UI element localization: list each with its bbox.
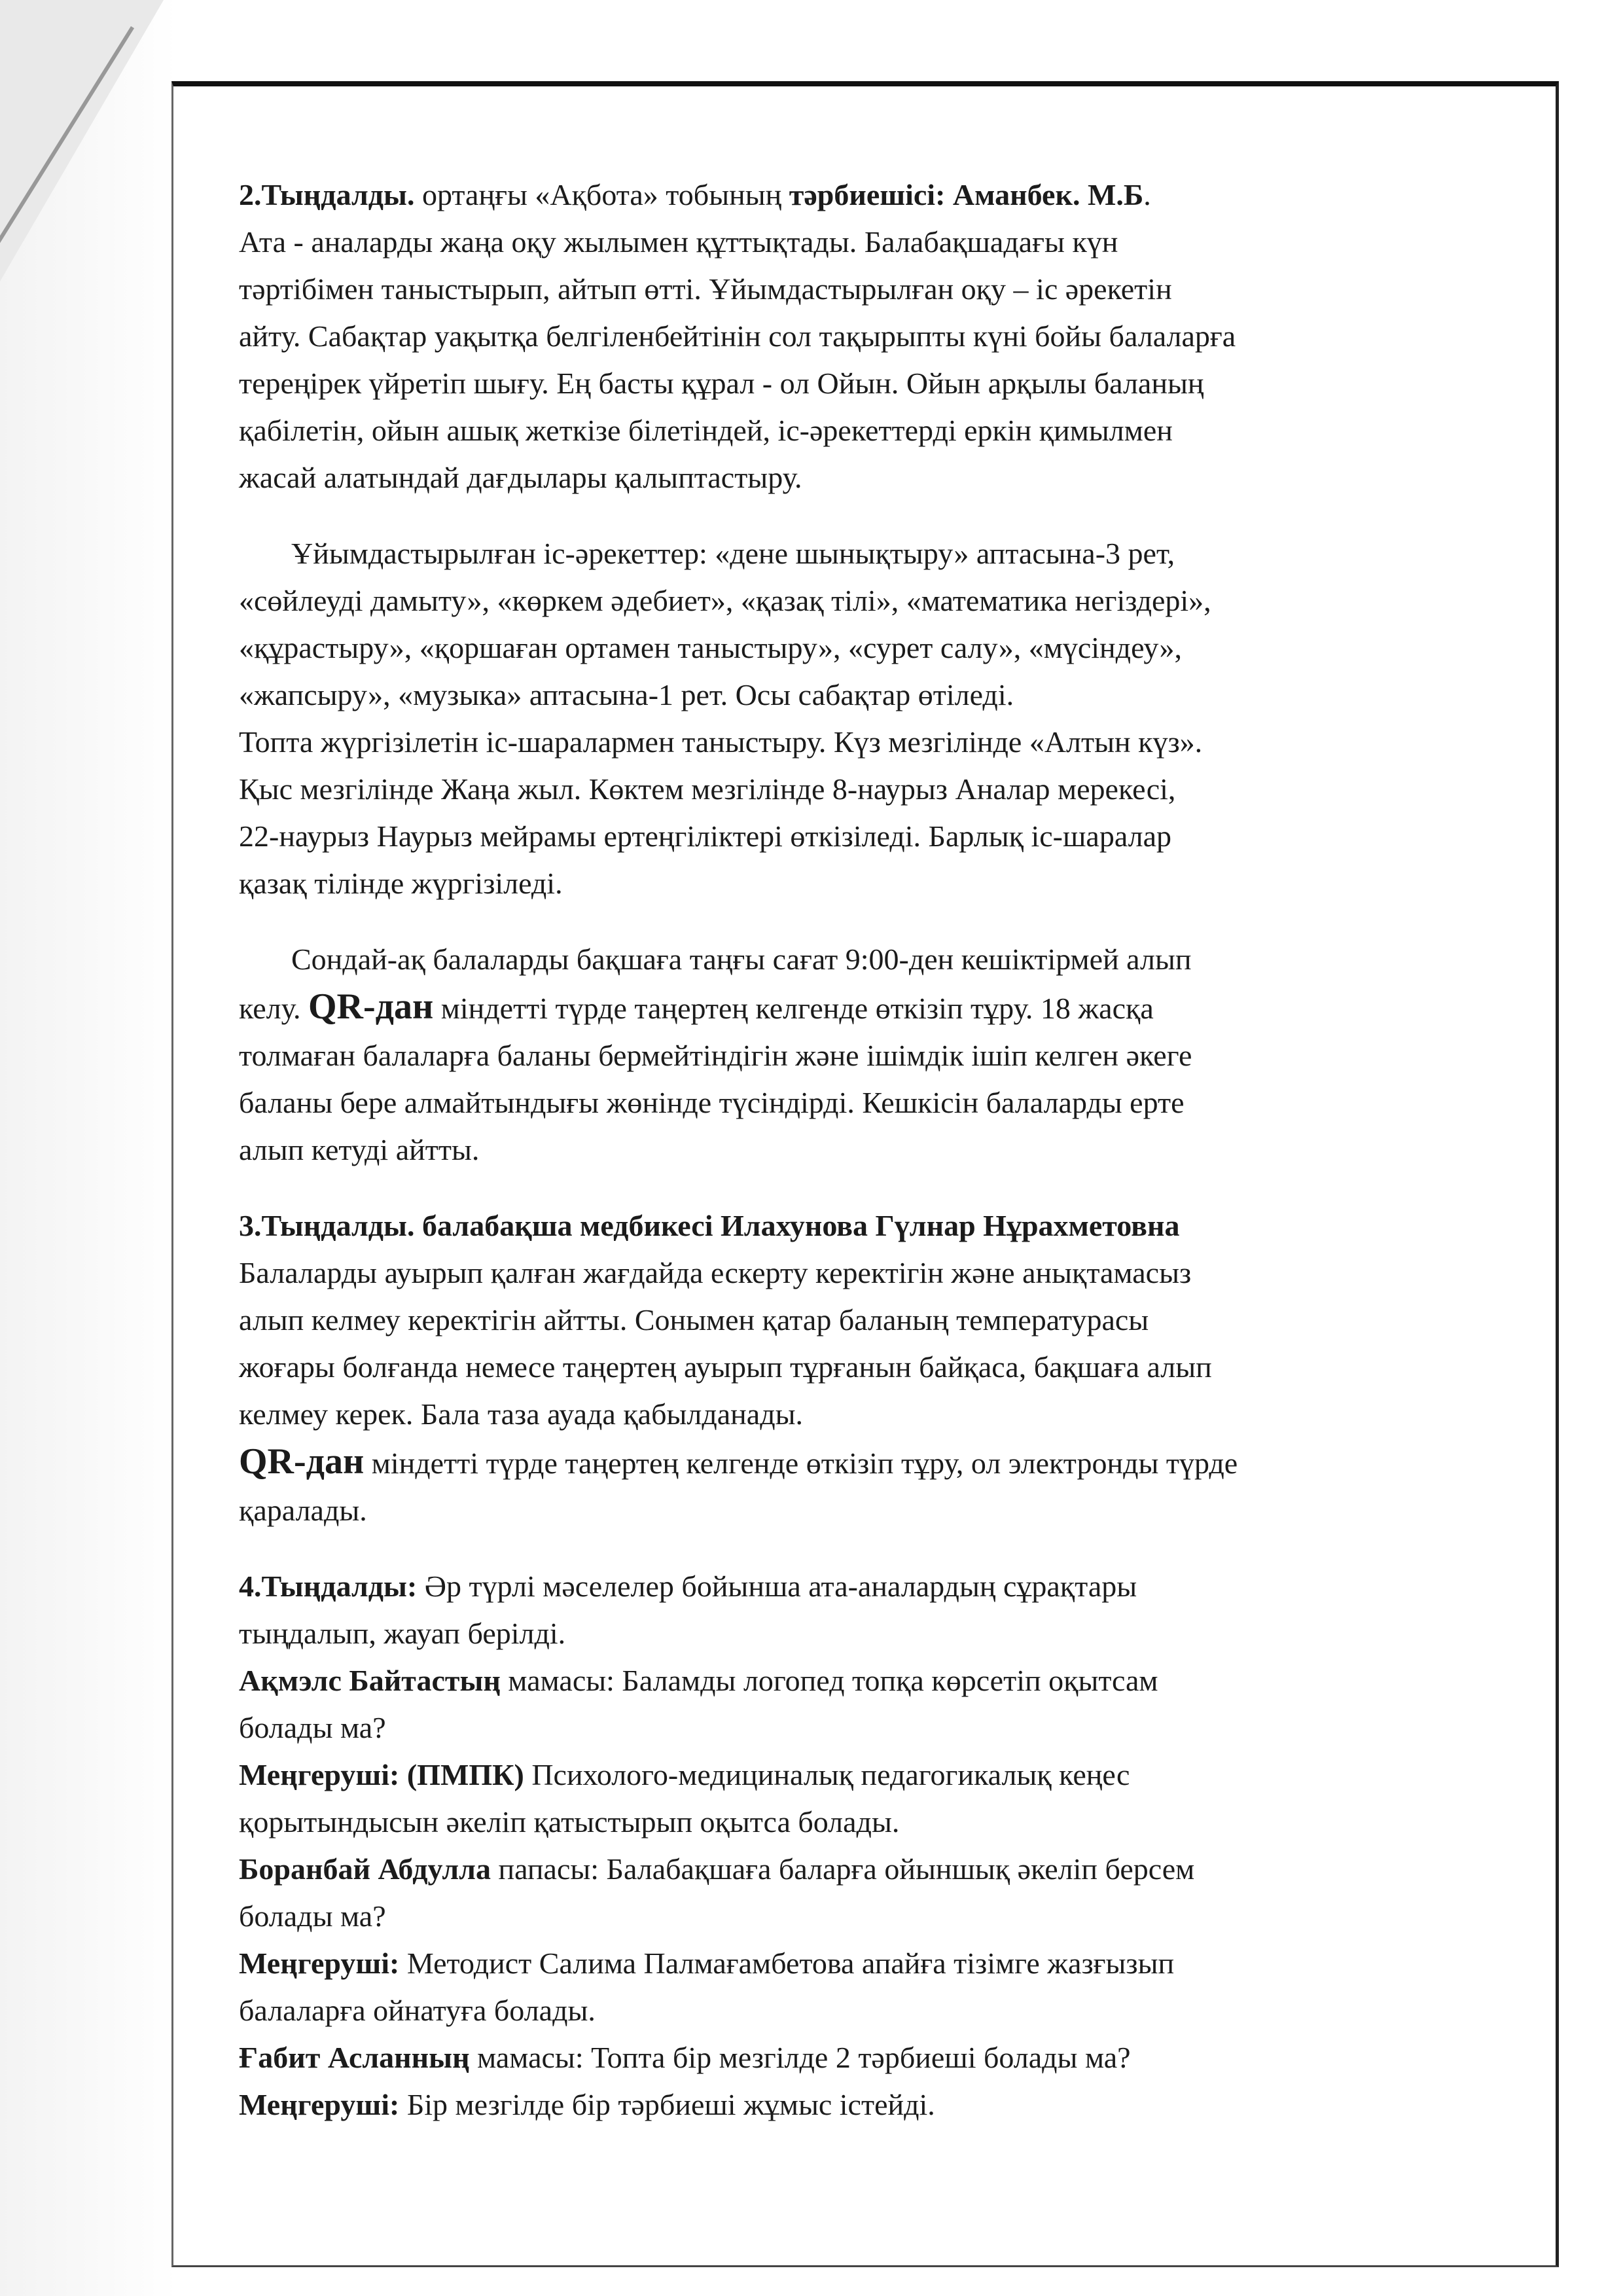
text-run: алып кетуді айтты. [239, 1133, 480, 1166]
text-run: «құрастыру», «қоршаған ортамен таныстыру», «сурет салу», «мүсіндеу», [239, 631, 1182, 664]
text-run: мамасы: Топта бір мезгілде 2 тәрбиеші болады ма? [469, 2041, 1131, 2074]
text-run: болады ма? [239, 1711, 386, 1744]
text-line [239, 1438, 1502, 1487]
arrival-paragraph [239, 936, 1502, 1174]
text-line [239, 407, 1502, 454]
text-line [239, 1846, 1502, 1893]
text-line [239, 1563, 1502, 1610]
text-line [239, 266, 1502, 313]
text-line [239, 577, 1502, 624]
text-run: Балаларды ауырып қалған жағдайда ескерту керектігін және анықтамасыз [239, 1256, 1192, 1289]
text-line [239, 1893, 1502, 1940]
text-run: Методист Салима Палмағамбетова апайға тізімге жазғызып [399, 1946, 1175, 1980]
text-line [239, 1202, 1502, 1249]
text-line [239, 672, 1502, 719]
text-run: қорытындысын әкеліп қатыстырып оқытса болады. [239, 1805, 900, 1839]
text-line [239, 171, 1502, 219]
text-line [239, 1610, 1502, 1657]
text-line [239, 454, 1502, 501]
text-line [239, 1079, 1502, 1126]
text-run: толмаған балаларға баланы бермейтіндігін және ішімдік ішіп келген әкеге [239, 1039, 1192, 1072]
text-line [239, 860, 1502, 907]
text-line [239, 219, 1502, 266]
text-run: тыңдалып, жауап берілді. [239, 1617, 566, 1650]
text-line [239, 1487, 1502, 1534]
text-line [239, 1987, 1502, 2034]
text-run: алып келмеу керектігін айтты. Сонымен қатар баланың температурасы [239, 1303, 1149, 1336]
text-run: мамасы: Баламды логопед топқа көрсетіп оқытсам [500, 1664, 1158, 1697]
text-line [239, 1940, 1502, 1987]
bold-label: 3.Тыңдалды. балабақша медбикесі Илахунова Гүлнар Нұрахметовна [239, 1209, 1180, 1242]
qr-label: QR-дан [239, 1441, 365, 1482]
text-line [239, 983, 1502, 1032]
text-line [239, 1297, 1502, 1344]
text-run: Ата - аналарды жаңа оқу жылымен құттықтады. Балабақшадағы күн [239, 225, 1118, 259]
text-run: Әр түрлі мәселелер бойынша ата-аналардың сұрақтары [417, 1570, 1137, 1603]
text-line [239, 719, 1502, 766]
text-line [239, 766, 1502, 813]
section-3-paragraph [239, 1202, 1502, 1534]
bold-label: Ғабит Асланның [239, 2041, 470, 2074]
text-run: Қыс мезгілінде Жаңа жыл. Көктем мезгілінде 8-наурыз Аналар мерекесі, [239, 772, 1176, 806]
text-line [239, 1249, 1502, 1297]
text-line [239, 1032, 1502, 1079]
text-line [239, 360, 1502, 407]
text-run: «жапсыру», «музыка» аптасына-1 рет. Осы сабақтар өтіледі. [239, 678, 1014, 711]
text-line [239, 1657, 1502, 1704]
text-run: . [1143, 178, 1151, 211]
text-line [239, 313, 1502, 360]
text-run: келу. [239, 992, 308, 1025]
text-run: Ұйымдастырылған іс-әрекеттер: «дене шынықтыру» аптасына-3 рет, [291, 537, 1175, 570]
text-line [239, 624, 1502, 672]
section-4-paragraph [239, 1563, 1502, 2128]
text-run: баланы бере алмайтындығы жөнінде түсіндірді. Кешкісін балаларды ерте [239, 1086, 1185, 1119]
folded-corner [0, 0, 164, 281]
text-run: жасай алатындай дағдылары қалыптастыру. [239, 461, 802, 494]
text-run: Психолого-медициналық педагогикалық кеңес [524, 1758, 1130, 1791]
text-run: балаларға ойнатуға болады. [239, 1994, 596, 2027]
text-run: келмеу керек. Бала таза ауада қабылданады. [239, 1397, 804, 1431]
text-run: болады ма? [239, 1899, 386, 1933]
text-run: жоғары болғанда немесе таңертең ауырып тұрғанын байқаса, бақшаға алып [239, 1350, 1212, 1384]
text-run: қазақ тілінде жүргізіледі. [239, 867, 563, 900]
bold-label: Меңгеруші: [239, 2088, 400, 2121]
text-line [239, 1126, 1502, 1174]
text-run: айту. Сабақтар уақытқа белгіленбейтінін сол тақырыпты күні бойы балаларға [239, 319, 1236, 353]
bold-label: 2.Тыңдалды. [239, 178, 415, 211]
text-run: тәртібімен таныстырып, айтып өтті. Ұйымдастырылған оқу – іс әрекетін [239, 272, 1172, 306]
text-line [239, 530, 1502, 577]
text-run: Сондай-ақ балаларды бақшаға таңғы сағат 9:00-ден кешіктірмей алып [291, 942, 1192, 976]
text-line [239, 1799, 1502, 1846]
bold-label: Меңгеруші: (ПМПК) [239, 1758, 524, 1791]
bold-label: тәрбиешісі: Аманбек. М.Б [789, 178, 1144, 211]
text-run: 22-наурыз Наурыз мейрамы ертеңгіліктері өткізіледі. Барлық іс-шаралар [239, 819, 1172, 853]
bold-label: Меңгеруші: [239, 1946, 400, 1980]
text-run: қабілетін, ойын ашық жеткізе білетіндей, іс-әрекеттерді еркін қимылмен [239, 414, 1173, 447]
text-line [239, 1704, 1502, 1751]
text-run: қаралады. [239, 1494, 367, 1527]
text-run: ортаңғы «Ақбота» тобының [414, 178, 789, 211]
text-run: тереңірек үйретіп шығу. Ең басты құрал - ол Ойын. Ойын арқылы баланың [239, 367, 1204, 400]
qr-label: QR-дан [308, 986, 434, 1027]
text-line [239, 2034, 1502, 2081]
document-body [239, 171, 1502, 2128]
bold-label: 4.Тыңдалды: [239, 1570, 418, 1603]
text-run: «сөйлеуді дамыту», «көркем әдебиет», «қазақ тілі», «математика негіздері», [239, 584, 1211, 617]
bold-label: Ақмэлс Байтастың [239, 1664, 501, 1697]
text-line [239, 2081, 1502, 2128]
text-line [239, 1391, 1502, 1438]
text-run: папасы: Балабақшаға баларға ойыншық әкеліп берсем [490, 1852, 1195, 1886]
text-run: Топта жүргізілетін іс-шаралармен таныстыру. Күз мезгілінде «Алтын күз». [239, 725, 1203, 759]
text-line [239, 936, 1502, 983]
scan-shadow [0, 0, 177, 2296]
text-line [239, 1751, 1502, 1799]
section-2-paragraph [239, 171, 1502, 501]
text-run: міндетті түрде таңертең келгенде өткізіп тұру. 18 жасқа [433, 992, 1154, 1025]
activities-paragraph [239, 530, 1502, 907]
text-line [239, 1344, 1502, 1391]
text-run: міндетті түрде таңертең келгенде өткізіп тұру, ол электронды түрде [364, 1446, 1238, 1480]
bold-label: Боранбай Абдулла [239, 1852, 491, 1886]
text-run: Бір мезгілде бір тәрбиеші жұмыс істейді. [399, 2088, 935, 2121]
text-line [239, 813, 1502, 860]
